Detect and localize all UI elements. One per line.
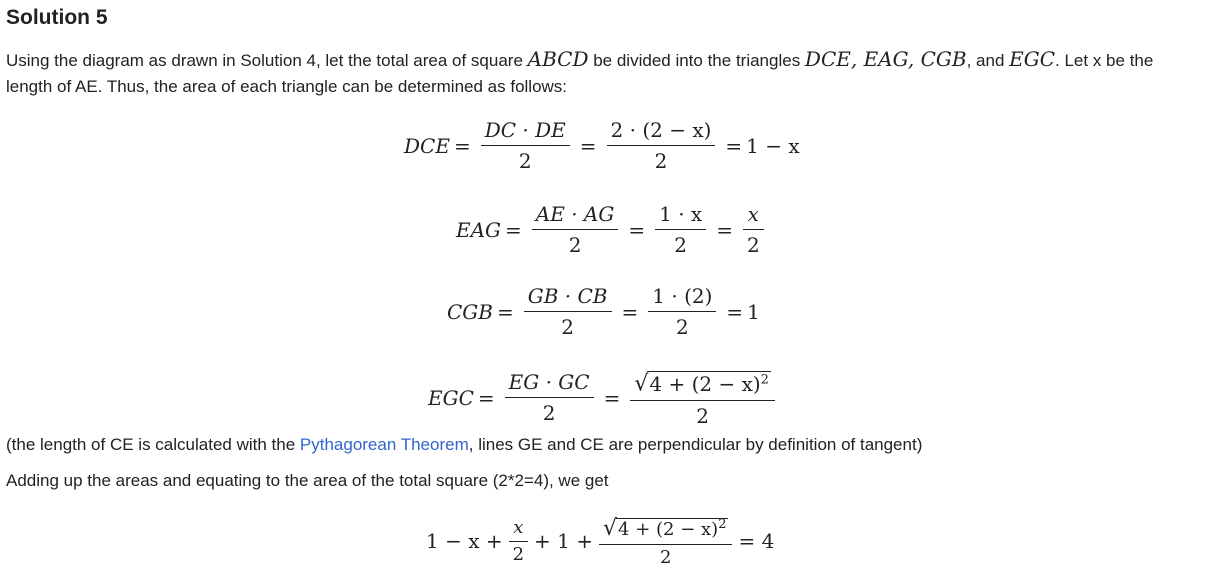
equals-sign: = — [496, 299, 514, 324]
fraction — [648, 284, 716, 339]
separator: , — [907, 47, 921, 71]
intro-text: Using the diagram as drawn in Solution 4, let the total area of square — [6, 51, 528, 70]
equation-final — [426, 514, 774, 568]
equation-cgb — [447, 284, 760, 339]
equals-sign: = — [628, 217, 646, 242]
exponent: 2 — [760, 372, 769, 387]
equation-lhs: EAG — [456, 217, 502, 242]
equation-lhs: EGC — [428, 385, 474, 410]
denominator: 2 — [655, 229, 706, 257]
denominator: 2 — [599, 544, 732, 568]
numerator: 1 · x — [659, 202, 703, 226]
denominator: 2 — [607, 145, 716, 173]
radical-sign: √ — [634, 371, 649, 397]
equals-sign: = — [726, 299, 744, 324]
note-text: , lines GE and CE are perpendicular by definition of tangent) — [468, 435, 923, 454]
equation-term: + 1 + — [534, 529, 594, 553]
denominator: 2 — [630, 400, 775, 428]
fraction — [509, 518, 528, 565]
exponent: 2 — [718, 517, 727, 532]
pythagorean-theorem-link[interactable]: Pythagorean Theorem — [299, 435, 469, 454]
equals-sign: = — [716, 217, 733, 242]
note-paragraph — [6, 432, 1201, 458]
radicand — [616, 518, 728, 540]
intro-text: , and — [966, 51, 1010, 70]
triangle-label: DCE — [804, 47, 851, 71]
triangle-label: CGB — [920, 47, 967, 71]
denominator: 2 — [532, 229, 619, 257]
equals-sign: = — [725, 133, 743, 158]
triangle-label: EGC — [1009, 47, 1056, 71]
equals-sign: = — [603, 385, 621, 410]
fraction — [599, 514, 732, 568]
numerator — [599, 514, 732, 544]
denominator: 2 — [509, 541, 528, 565]
numerator: EG · GC — [508, 370, 590, 395]
equation-result: 1 − x — [746, 133, 800, 158]
fraction — [743, 202, 764, 257]
equation-egc — [428, 368, 781, 428]
numerator — [630, 368, 775, 400]
equation-dce — [404, 118, 800, 173]
fraction — [524, 284, 612, 339]
solution-heading: Solution 5 — [6, 6, 108, 29]
square-label: ABCD — [527, 47, 589, 71]
equals-sign: = — [453, 133, 471, 158]
intro-text: be divided into the triangles — [588, 51, 805, 70]
equation-lhs: DCE — [404, 133, 450, 158]
equals-sign: = — [579, 133, 597, 158]
intro-text: . Let x be the length of AE. Thus, the area of each triangle can be determined as follows: — [6, 51, 1154, 96]
radicand — [647, 371, 771, 396]
denominator: 2 — [505, 397, 594, 425]
equation-result: = 4 — [738, 529, 775, 553]
denominator: 2 — [743, 229, 764, 257]
triangle-label: EAG — [863, 47, 908, 71]
denominator: 2 — [524, 311, 612, 339]
radicand-text: 4 + (2 − x) — [618, 519, 719, 540]
fraction — [481, 118, 570, 173]
numerator: GB · CB — [527, 284, 608, 308]
fraction — [532, 202, 619, 257]
equation-result: 1 — [747, 299, 760, 324]
note-text: (the length of CE is calculated with the — [6, 435, 300, 454]
denominator: 2 — [481, 145, 570, 173]
separator: , — [850, 47, 864, 71]
numerator: x — [513, 516, 524, 538]
adding-paragraph: Adding up the areas and equating to the area of the total square (2*2=4), we get — [6, 471, 609, 490]
fraction — [505, 370, 594, 425]
fraction — [630, 368, 775, 428]
fraction — [655, 202, 706, 257]
equation-term: 1 − x + — [426, 529, 503, 553]
equals-sign: = — [477, 385, 495, 410]
fraction — [607, 118, 716, 173]
equation-eag — [456, 202, 770, 257]
numerator: x — [747, 202, 759, 226]
equals-sign: = — [505, 217, 522, 242]
numerator: 1 · (2) — [652, 284, 713, 308]
equation-lhs: CGB — [447, 299, 493, 324]
intro-paragraph — [6, 46, 1201, 100]
numerator: DC · DE — [484, 118, 566, 142]
radical-sign: √ — [603, 516, 618, 541]
numerator: 2 · (2 − x) — [610, 118, 712, 142]
equals-sign: = — [621, 299, 639, 324]
numerator: AE · AG — [535, 202, 615, 226]
denominator: 2 — [648, 311, 716, 339]
radicand-text: 4 + (2 − x) — [649, 371, 761, 396]
